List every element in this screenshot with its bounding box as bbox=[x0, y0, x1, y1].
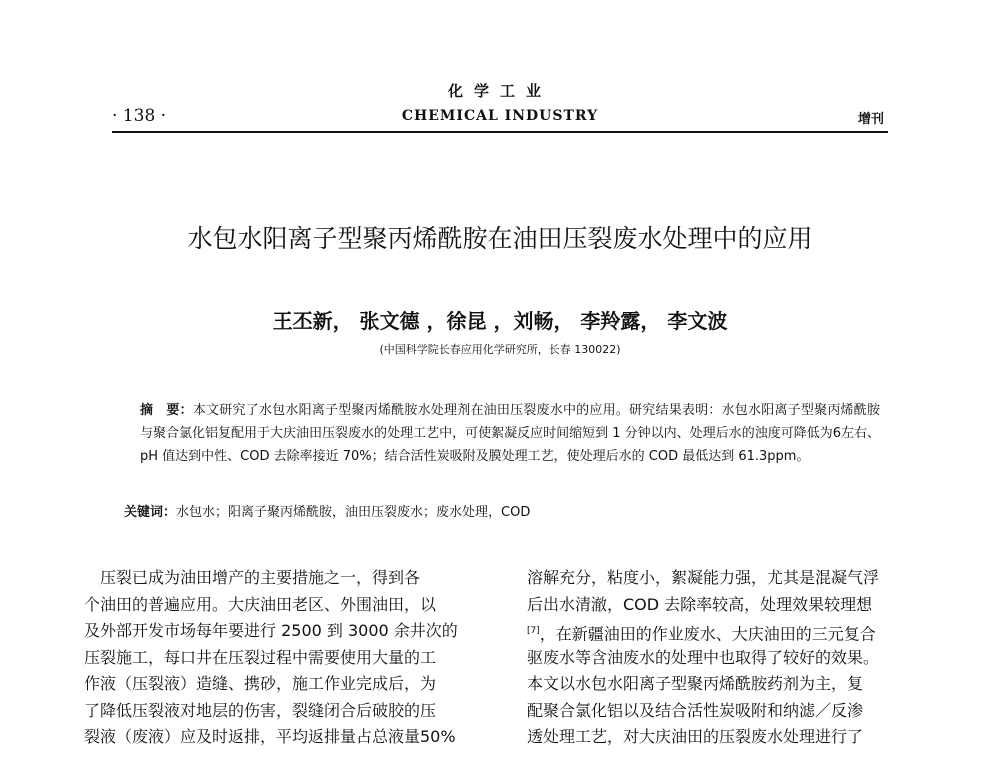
page-number: · 138 · bbox=[112, 106, 167, 126]
body-line: 作液（压裂液）造缝、携砂，施工作业完成后，为 bbox=[84, 674, 437, 693]
keywords bbox=[124, 501, 884, 520]
body-line: 驱废水等含油废水的处理中也取得了较好的效果。 bbox=[527, 647, 880, 667]
body-line: 溶解充分，粘度小，絮凝能力强，尤其是混凝气浮 bbox=[527, 568, 880, 587]
article-title: 水包水阳离子型聚丙烯酰胺在油田压裂废水处理中的应用 bbox=[187, 224, 813, 253]
abstract-text: 本文研究了水包水阳离子型聚丙烯酰胺水处理剂在油田压裂废水中的应用。研究结果表明：水包水阳离子型聚丙烯酰胺与聚合氯化铝复配用于大庆油田压裂废水的处理工艺中，可使絮凝反应时间缩短到 1 分钟以内、处理后水的浊度可降低为6左右、pH 值达到中性、COD 去除率接近 70%；结合活性炭吸附及膜处理工艺，使处理后水的 COD 最低达到 61.3ppm。 bbox=[140, 403, 880, 464]
abstract bbox=[140, 399, 880, 468]
body-line: 后出水清澈，COD 去除率较高，处理效果较理想 bbox=[527, 594, 873, 614]
body-column-left bbox=[84, 565, 484, 751]
journal-name-english: CHEMICAL INDUSTRY bbox=[401, 108, 599, 124]
body-line: 及外部开发市场每年要进行 2500 到 3000 余井次的 bbox=[84, 621, 458, 640]
body-line: 压裂施工，每口井在压裂过程中需要使用大量的工 bbox=[84, 647, 437, 667]
affiliation: (中国科学院长春应用化学研究所，长春 130022) bbox=[379, 343, 621, 356]
citation-ref: [7] bbox=[527, 626, 540, 636]
body-line: 配聚合氯化铝以及结合活性炭吸附和纳滤／反渗 bbox=[527, 700, 864, 720]
abstract-label: 摘 要： bbox=[140, 403, 193, 418]
body-line: 裂液（废液）应及时返排，平均返排量占总液量50% bbox=[84, 727, 456, 746]
body-column-right bbox=[527, 565, 919, 751]
body-line-with-citation bbox=[527, 618, 919, 645]
body-line: 个油田的普遍应用。大庆油田老区、外围油田，以 bbox=[84, 594, 437, 614]
body-line: 压裂已成为油田增产的主要措施之一，得到各 bbox=[84, 568, 421, 587]
author-list: 王丕新， 张文德 ，徐昆 ，刘畅， 李羚露， 李文波 bbox=[272, 309, 728, 333]
body-line: 透处理工艺，对大庆油田的压裂废水处理进行了 bbox=[527, 727, 864, 746]
body-line-text: ，在新疆油田的作业废水、大庆油田的三元复合 bbox=[539, 624, 876, 644]
issue-label: 增刊 bbox=[858, 112, 885, 127]
keywords-label: 关键词： bbox=[124, 505, 177, 520]
body-line: 本文以水包水阳离子型聚丙烯酰胺药剂为主，复 bbox=[527, 674, 864, 693]
journal-name-chinese: 化学工业 bbox=[447, 82, 552, 100]
body-line: 了降低压裂液对地层的伤害，裂缝闭合后破胶的压 bbox=[84, 700, 437, 720]
keywords-text: 水包水；阳离子聚丙烯酰胺，油田压裂废水；废水处理，COD bbox=[176, 505, 531, 520]
header-rule bbox=[112, 131, 888, 133]
